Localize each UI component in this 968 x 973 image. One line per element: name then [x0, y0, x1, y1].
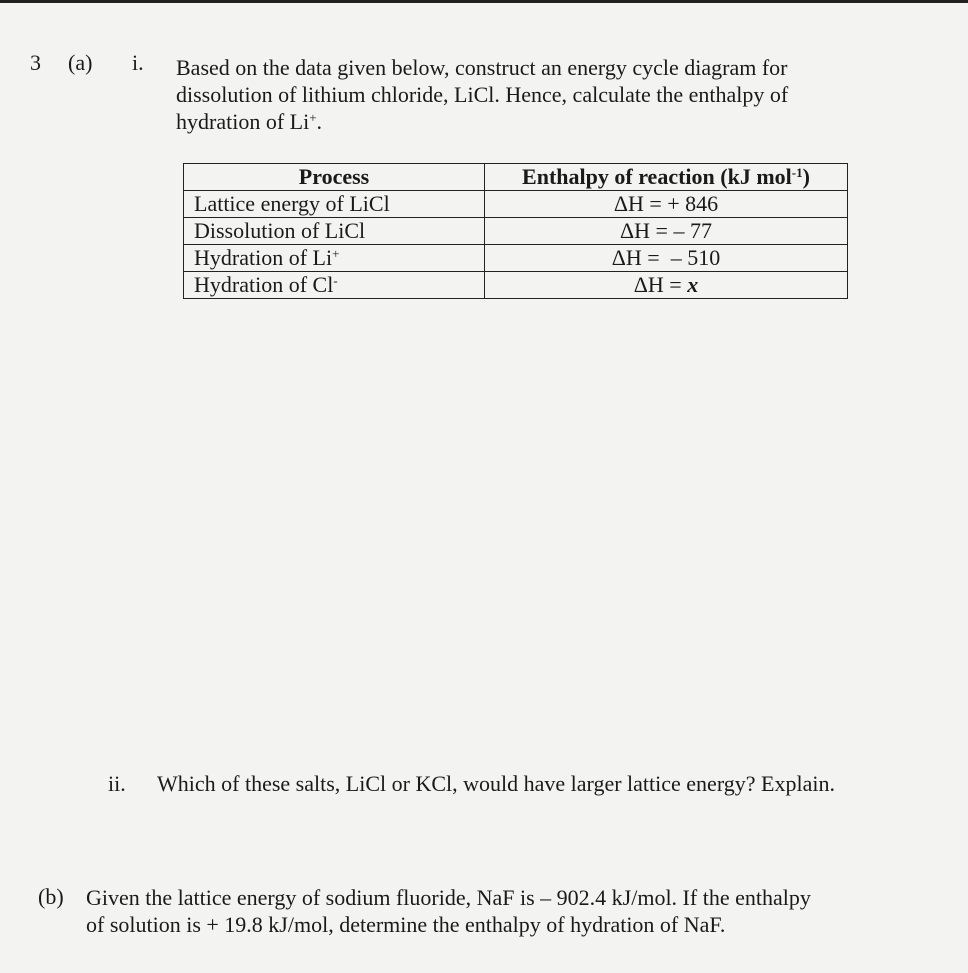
sub-i-question [176, 54, 788, 135]
header-enthalpy [485, 164, 848, 191]
sub-i-label: i. [132, 50, 144, 75]
part-b-label: (b) [38, 884, 64, 909]
question-line: Given the lattice energy of sodium fluoride, NaF is – 902.4 kJ/mol. If the enthalpy [86, 885, 811, 910]
value-text: ΔH = [633, 272, 688, 297]
value-cell: ΔH = + 846 [485, 191, 848, 218]
table-row [184, 218, 848, 245]
variable-x: x [687, 272, 699, 297]
process-cell [184, 191, 485, 218]
enthalpy-data-table [183, 163, 848, 299]
table-row [184, 272, 848, 299]
question-line [176, 108, 788, 135]
process-text: Hydration of Cl [194, 272, 334, 297]
question-line: of solution is + 19.8 kJ/mol, determine the enthalpy of hydration of NaF. [86, 912, 726, 937]
process-text: Lattice energy of LiCl [194, 191, 390, 216]
superscript: + [309, 110, 317, 125]
header-end: ) [802, 164, 810, 189]
superscript: + [332, 246, 340, 261]
value-cell: ΔH = – 77 [485, 218, 848, 245]
sub-ii-question: Which of these salts, LiCl or KCl, would have larger lattice energy? Explain. [157, 771, 835, 796]
line-end: . [316, 109, 323, 134]
table-row [184, 245, 848, 272]
table-header-row [184, 164, 848, 191]
table-row [184, 191, 848, 218]
question-line: dissolution of lithium chloride, LiCl. Hence, calculate the enthalpy of [176, 82, 789, 107]
header-process: Process [184, 164, 485, 191]
page-top-edge [0, 0, 968, 3]
part-a-label: (a) [68, 50, 93, 75]
value-cell [485, 272, 848, 299]
process-cell [184, 245, 485, 272]
line-text: hydration of Li [176, 109, 310, 134]
sub-ii-label: ii. [108, 771, 126, 796]
process-text: Dissolution of LiCl [194, 218, 366, 243]
process-cell [184, 272, 485, 299]
part-b-question [86, 884, 811, 938]
header-text: Enthalpy of reaction (kJ mol [522, 164, 792, 189]
process-text: Hydration of Li [194, 245, 333, 270]
value-cell: ΔH = – 510 [485, 245, 848, 272]
process-cell [184, 218, 485, 245]
superscript: -1 [791, 165, 803, 180]
question-line: Based on the data given below, construct an energy cycle diagram for [176, 55, 788, 80]
superscript: - [333, 273, 338, 288]
question-number: 3 [30, 50, 41, 75]
